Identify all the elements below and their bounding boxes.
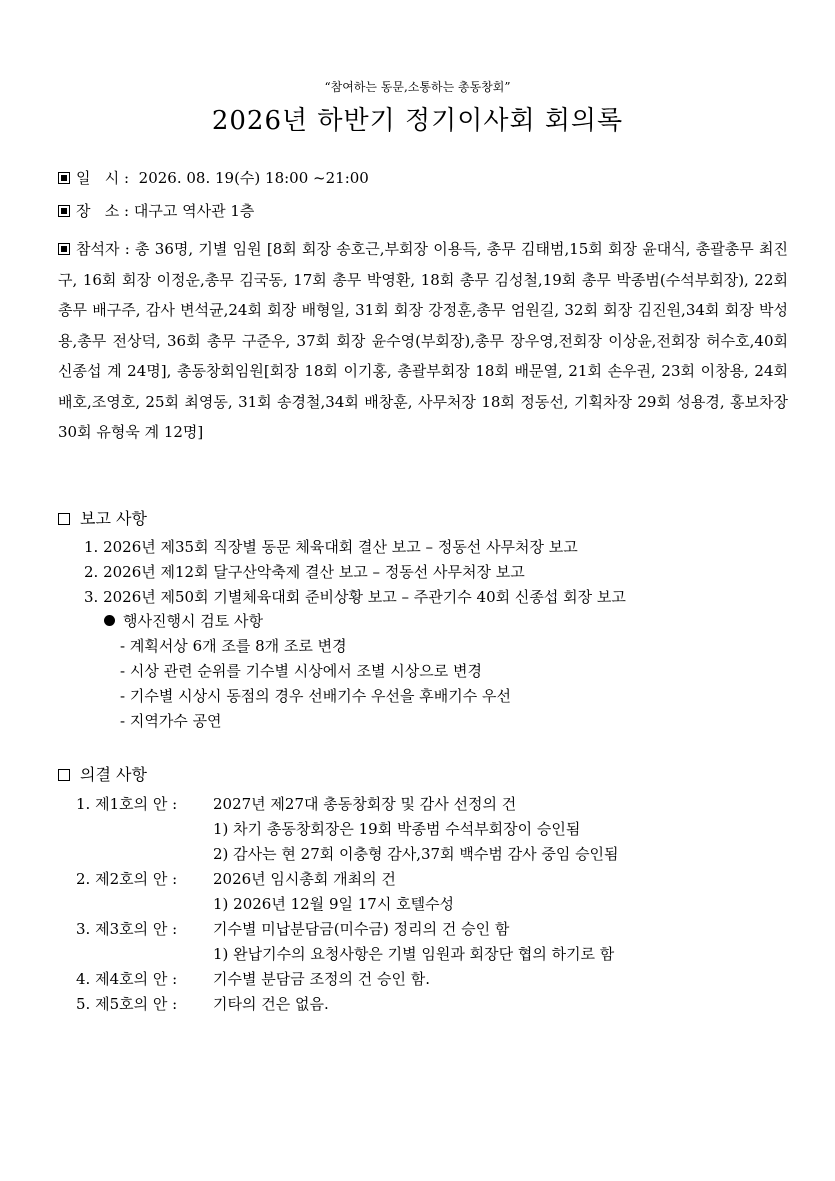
attendees-paragraph [58,234,788,448]
report-item-3: 3. 2026년 제50회 기별체육대회 준비상황 보고 – 주관기수 40회 신종섭 회장 보고 [84,588,626,606]
place-row [58,201,782,221]
resolution-item-1-text: 2027년 제27대 총동창회장 및 감사 선정의 건 [213,795,517,813]
report-heading-text: 보고 사항 [80,509,147,528]
filled-square-icon [58,205,70,217]
resolution-sub-item: 1) 완납기수의 요청사항은 기별 임원과 회장단 협의 하기로 함 [213,945,615,963]
review-item: - 시상 관련 순위를 기수별 시상에서 조별 시상으로 변경 [120,662,482,680]
filled-square-icon [58,172,70,184]
resolution-label: 3. 제3호의 안 : [76,920,178,938]
filled-square-icon [58,243,70,255]
report-item-2: 2. 2026년 제12회 달구산악축제 결산 보고 – 정동선 사무처장 보고 [84,563,525,581]
review-item: - 지역가수 공연 [120,712,222,730]
resolution-item-3 [76,918,177,939]
resolution-sub-item: 1) 차기 총동창회장은 19회 박종범 수석부회장이 승인됨 [213,820,581,838]
date-row [58,168,782,188]
review-subheading-text: 행사진행시 검토 사항 [123,612,263,630]
resolution-label: 2. 제2호의 안 : [76,870,178,888]
resolution-item-2-text: 2026년 임시총회 개최의 건 [213,870,396,888]
resolution-label: 5. 제5호의 안 : [76,995,178,1013]
slogan: “참여하는 동문,소통하는 총동창회” [324,80,511,94]
place-label: 장 소 : [76,202,130,220]
resolution-label: 1. 제1호의 안 : [76,795,178,813]
resolution-heading [58,762,147,785]
place-value: 대구고 역사관 1층 [133,202,255,220]
empty-square-icon [58,513,70,525]
resolution-heading-text: 의결 사항 [80,765,147,784]
review-item: - 계획서상 6개 조를 8개 조로 변경 [120,637,347,655]
resolution-label: 4. 제4호의 안 : [76,970,178,988]
resolution-item-4 [76,968,177,989]
date-label: 일 시 : [76,169,130,187]
page-title: 2026년 하반기 정기이사회 회의록 [211,106,624,136]
resolution-item-3-text: 기수별 미납분담금(미수금) 정리의 건 승인 함 [213,920,510,938]
resolution-item-4-text: 기수별 분담금 조정의 건 승인 함. [213,970,430,988]
date-value: 2026. 08. 19(수) 18:00 ~21:00 [138,169,369,187]
resolution-item-5 [76,993,177,1014]
resolution-sub-item: 2) 감사는 현 27회 이충형 감사,37회 백수범 감사 중임 승인됨 [213,845,619,863]
resolution-sub-item: 1) 2026년 12월 9일 17시 호텔수성 [213,895,455,913]
report-item-1: 1. 2026년 제35회 직장별 동문 체육대회 결산 보고 – 정동선 사무처장 보고 [84,538,578,556]
report-heading [58,506,147,529]
resolution-item-1 [76,793,177,814]
resolution-item-5-text: 기타의 건은 없음. [213,995,329,1013]
bullet-icon [104,615,115,626]
review-item: - 기수별 시상시 동점의 경우 선배기수 우선을 후배기수 우선 [120,687,511,705]
attendees-text: 참석자 : 총 36명, 기별 임원 [8회 회장 송호근,부회장 이용득, 총무 김태범,15회 회장 윤대식, 총괄총무 최진구, 16회 회장 이정운,총무 김국동, 17회 총무 박영환, 18회 총무 김성철,19회 총무 박종범(수석부회장), 22회 총무 배구주, 감사 변석균,24회 회장 배형일, 31회 회장 강정훈,총무 엄원길, 32회 회장 김진원,34회 회장 박성용,총무 전상덕, 36회 총무 구준우, 37회 회장 윤수영(부회장),총무 장우영,전회장 이상윤,전회장 허수호,40회 신종섭 계 24명], 총동창회임원[회장 18회 이기홍, 총괄부회장 18회 배문열, 21회 손우권, 23회 이창용, 24회 배호,조영호, 25회 최영동, 31회 송경철,34회 배창훈, 사무처장 18회 정동선, 기획차장 29회 성용경, 홍보차장 30회 유형욱 계 12명] [58,240,788,441]
empty-square-icon [58,769,70,781]
review-subheading [104,610,263,631]
resolution-item-2 [76,868,177,889]
